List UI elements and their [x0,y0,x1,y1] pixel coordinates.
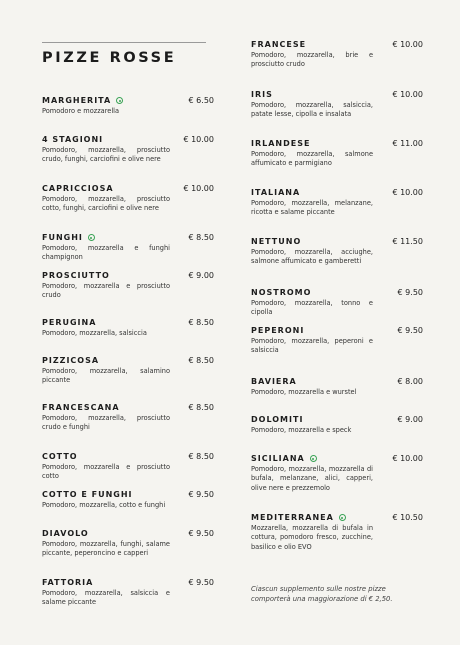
item-price: € 10.50 [392,513,423,522]
item-description: Pomodoro, mozzarella e wurstel [251,388,357,396]
item-name-text: FATTORIA [42,578,94,587]
item-price: € 9.50 [397,326,423,335]
item-description: Pomodoro, mozzarella, tonno e cipolla [251,299,373,317]
item-description: Pomodoro, mozzarella, salsiccia [42,329,147,337]
menu-item [42,233,214,263]
menu-item [251,90,423,120]
item-price: € 11.50 [392,237,423,246]
menu-item [251,454,423,493]
menu-item [42,490,214,510]
item-name-text: DOLOMITI [251,415,304,424]
item-name-text: FUNGHI [42,233,83,242]
item-name-text: PERUGINA [42,318,97,327]
page-title: PIZZE ROSSE [42,50,177,66]
item-price: € 9.00 [188,271,214,280]
item-price: € 10.00 [392,90,423,99]
item-name-text: NOSTROMO [251,288,312,297]
menu-item [251,326,423,356]
item-description: Pomodoro, mozzarella e prosciutto crudo [42,282,170,300]
item-name-text: DIAVOLO [42,529,89,538]
item-name-text: ITALIANA [251,188,301,197]
item-price: € 10.00 [392,188,423,197]
item-name-text: NETTUNO [251,237,302,246]
menu-item [251,237,423,267]
item-name-text: 4 STAGIONI [42,135,104,144]
item-name-text: MEDITERRANEA [251,513,334,522]
item-price: € 8.00 [397,377,423,386]
item-name-text: PEPERONI [251,326,305,335]
menu-item [251,188,423,218]
menu-item [42,318,214,338]
item-price: € 8.50 [188,452,214,461]
menu-item [42,184,214,214]
item-name-text: MARGHERITA [42,96,112,105]
menu-item [42,356,214,386]
item-description: Pomodoro, mozzarella, prosciutto crudo, funghi, carciofini e olive nere [42,146,170,164]
item-description: Pomodoro, mozzarella, melanzane, ricotta e salame piccante [251,199,373,217]
menu-item [42,403,214,433]
item-description: Pomodoro, mozzarella, salsiccia e salame piccante [42,589,170,607]
menu-item [42,271,214,301]
item-price: € 10.00 [392,40,423,49]
item-price: € 9.50 [188,578,214,587]
menu-item [42,135,214,165]
menu-item [251,415,423,435]
item-price: € 11.00 [392,139,423,148]
menu-item [251,288,423,318]
title-rule [42,42,206,43]
item-name-text: FRANCESCANA [42,403,120,412]
item-description: Pomodoro, mozzarella, cotto e funghi [42,501,166,509]
supplement-note: Ciascun supplemento sulle nostre pizze comporterà una maggiorazione di € 2,50. [251,585,393,603]
item-name-text: CAPRICCIOSA [42,184,114,193]
item-price: € 10.00 [183,135,214,144]
item-name-text: SICILIANA [251,454,305,463]
menu-item [251,40,423,70]
item-name-text: IRLANDESE [251,139,311,148]
leaf-badge-icon [88,234,95,241]
item-price: € 8.50 [188,403,214,412]
menu-item [42,578,214,608]
item-description: Pomodoro, mozzarella, salsiccia, patate lesse, cipolla e insalata [251,101,373,119]
item-description: Pomodoro, mozzarella, peperoni e salsiccia [251,337,373,355]
item-name-text: PROSCIUTTO [42,271,110,280]
item-description: Pomodoro, mozzarella e funghi champignon [42,244,170,262]
leaf-badge-icon [116,97,123,104]
item-description: Pomodoro, mozzarella, prosciutto crudo e funghi [42,414,170,432]
item-description: Pomodoro, mozzarella, salamino piccante [42,367,170,385]
menu-item [42,529,214,559]
item-description: Pomodoro, mozzarella e speck [251,426,352,434]
menu-item [251,513,423,552]
item-name-text: BAVIERA [251,377,297,386]
item-price: € 10.00 [183,184,214,193]
item-description: Pomodoro, mozzarella e prosciutto cotto [42,463,170,481]
item-price: € 6.50 [188,96,214,105]
item-price: € 9.00 [397,415,423,424]
item-description: Pomodoro, mozzarella, funghi, salame piccante, peperoncino e capperi [42,540,170,558]
item-price: € 10.00 [392,454,423,463]
item-name-text: COTTO E FUNGHI [42,490,133,499]
item-price: € 9.50 [397,288,423,297]
item-name-text: PIZZICOSA [42,356,100,365]
item-name-text: FRANCESE [251,40,307,49]
menu-item [251,377,423,397]
item-description: Mozzarella, mozzarella di bufala in cottura, pomodoro fresco, zucchine, basilico e olio EVO [251,524,373,551]
item-price: € 8.50 [188,233,214,242]
leaf-badge-icon [310,455,317,462]
item-price: € 8.50 [188,318,214,327]
item-name-text: COTTO [42,452,78,461]
item-price: € 8.50 [188,356,214,365]
item-price: € 9.50 [188,529,214,538]
item-description: Pomodoro, mozzarella, prosciutto cotto, funghi, carciofini e olive nere [42,195,170,213]
item-description: Pomodoro, mozzarella, mozzarella di bufala, melanzane, alici, capperi, olive nere e prezzemolo [251,465,373,492]
item-price: € 9.50 [188,490,214,499]
item-description: Pomodoro, mozzarella, acciughe, salmone affumicato e gamberetti [251,248,373,266]
item-description: Pomodoro, mozzarella, brie e prosciutto crudo [251,51,373,69]
leaf-badge-icon [339,514,346,521]
item-name-text: IRIS [251,90,273,99]
item-description: Pomodoro, mozzarella, salmone affumicato e parmigiano [251,150,373,168]
menu-item [251,139,423,169]
menu-item [42,96,214,116]
item-description: Pomodoro e mozzarella [42,107,120,115]
menu-item [42,452,214,482]
